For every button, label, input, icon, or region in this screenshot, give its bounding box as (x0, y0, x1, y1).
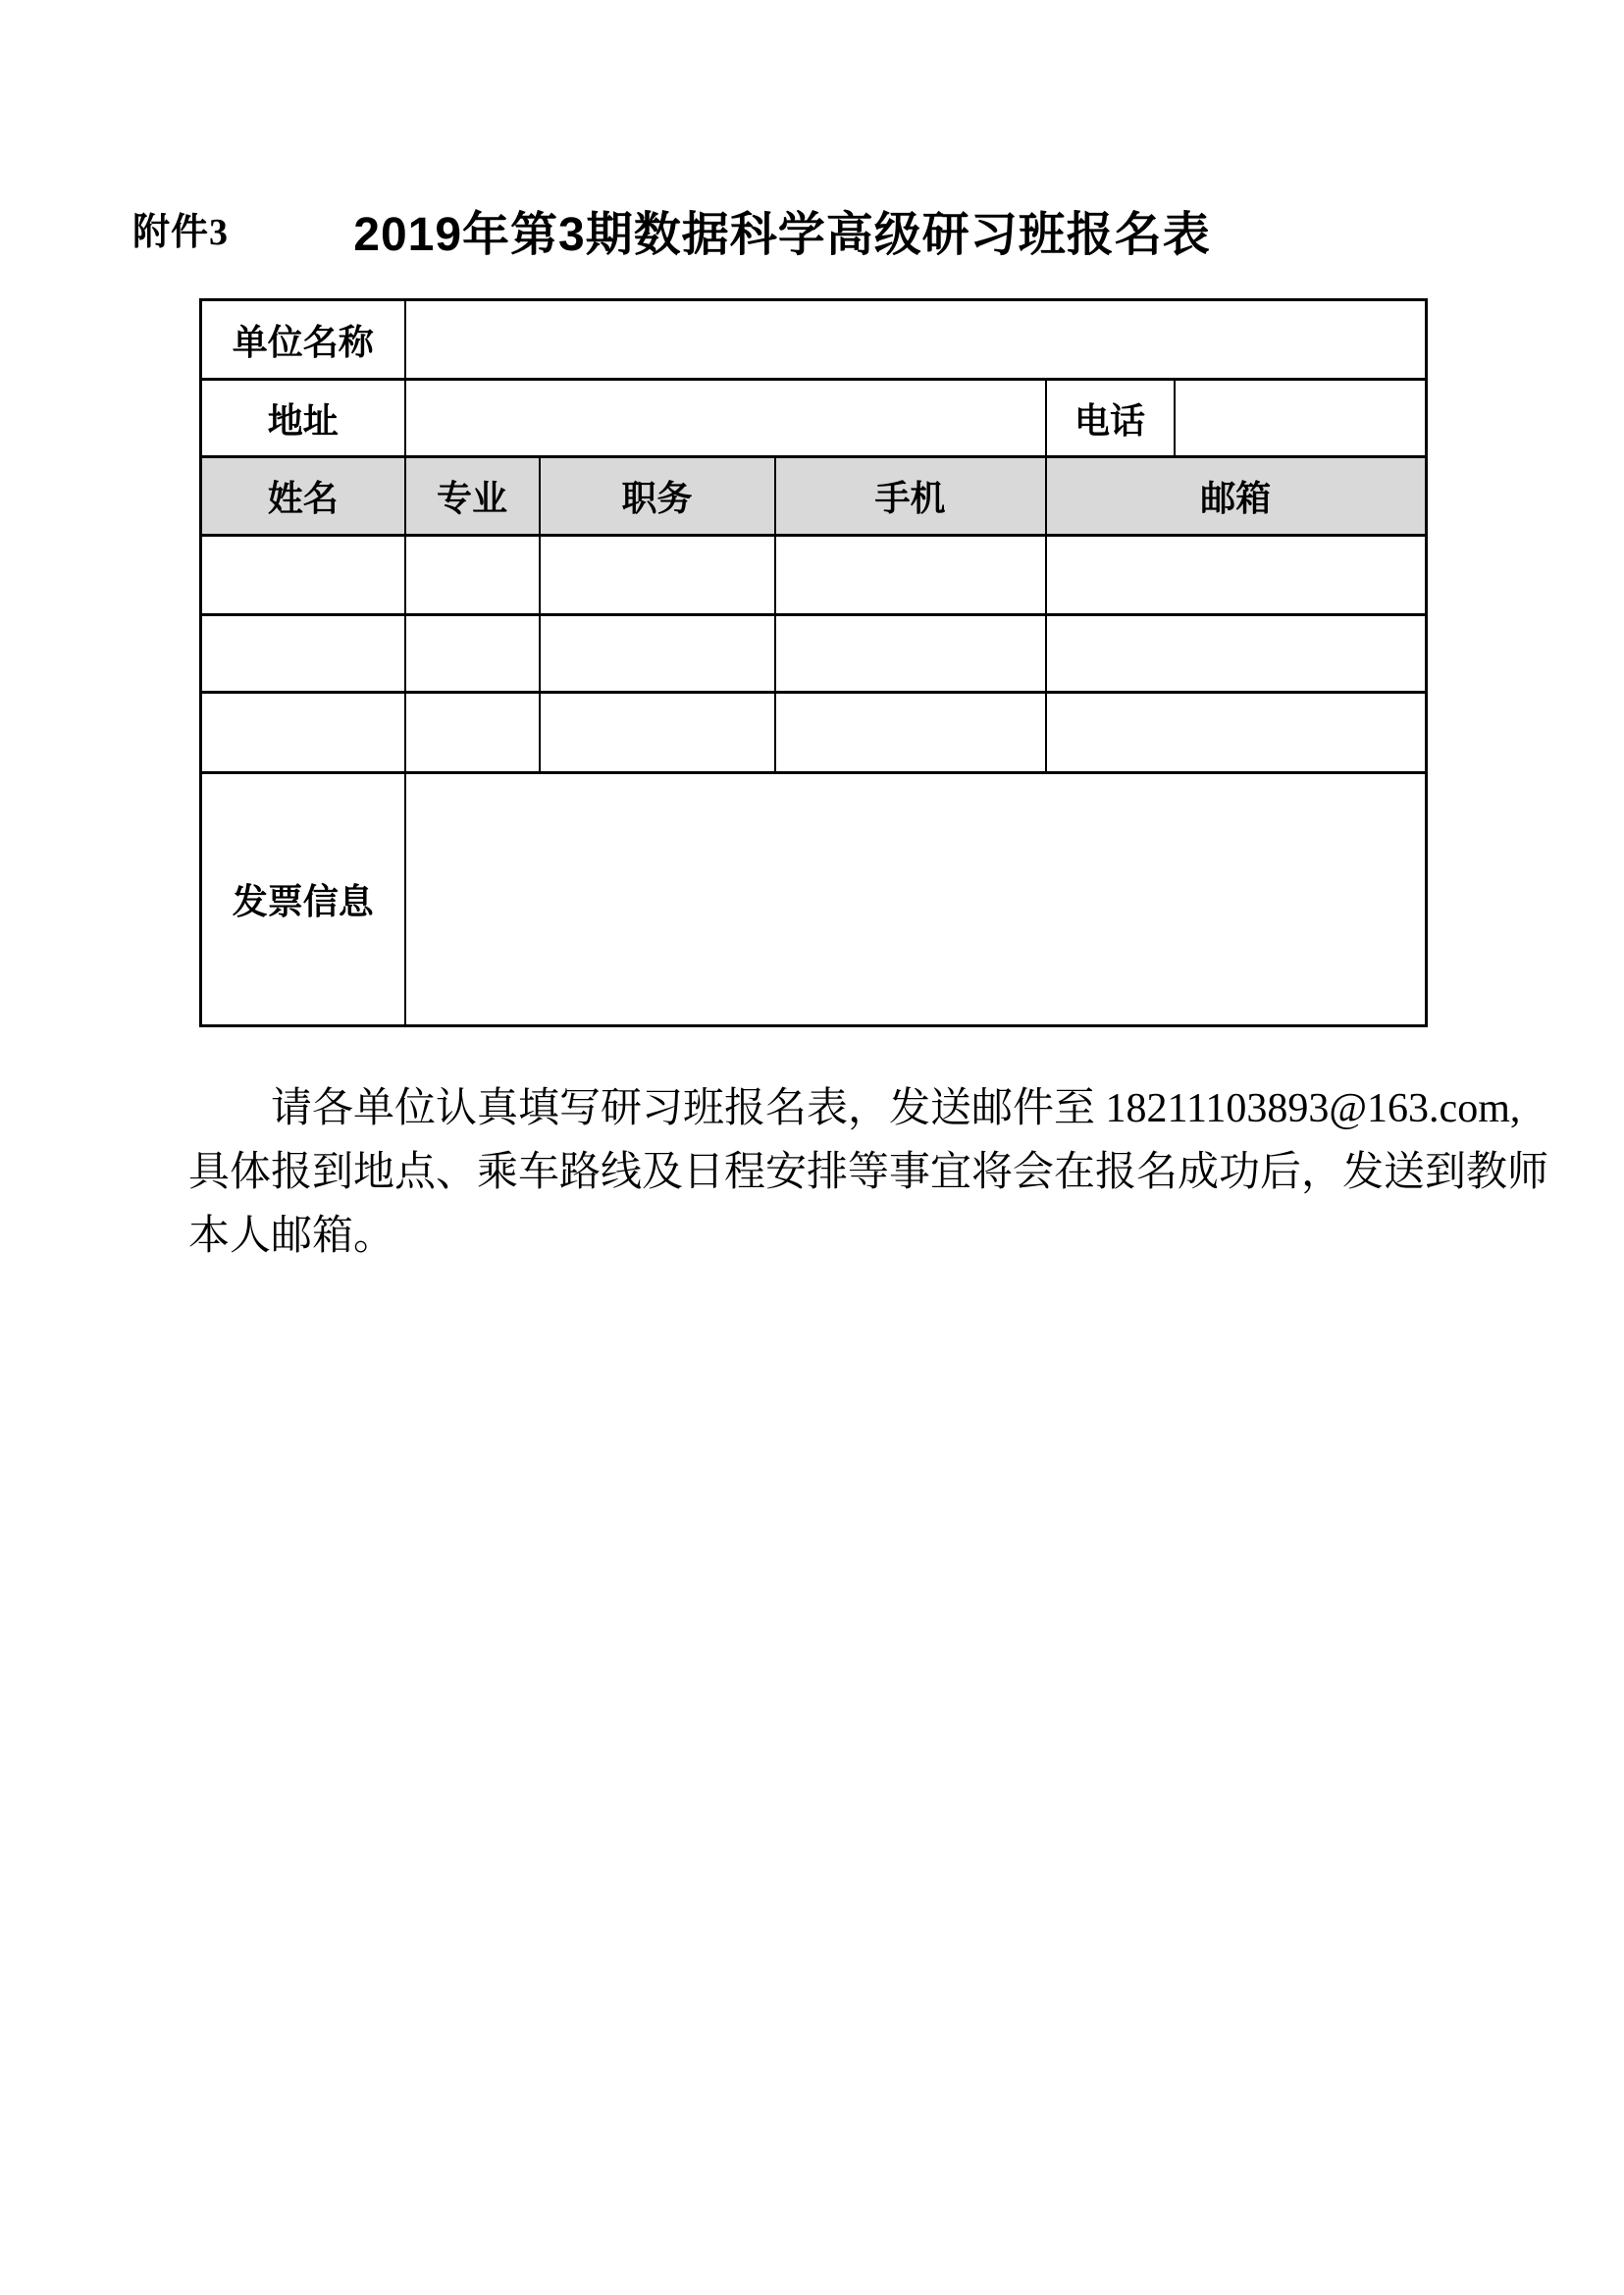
entry-cell-name (201, 536, 405, 615)
note-line: 请各单位认真填写研习班报名表，发送邮件至 18211103893@163.com, (271, 1086, 1521, 1131)
phone-label-cell: 电话 (1046, 380, 1175, 457)
column-header-email: 邮箱 (1046, 457, 1427, 536)
invoice-value-cell (405, 773, 1427, 1026)
column-header-name: 姓名 (201, 457, 405, 536)
column-header-mobile: 手机 (775, 457, 1046, 536)
page-title: 2019年第3期数据科学高级研习班报名表 (353, 209, 1211, 261)
entry-cell-major (405, 536, 540, 615)
column-header-position: 职务 (540, 457, 775, 536)
note-line: 具体报到地点、乘车路线及日程安排等事宜将会在报名成功后，发送到教师 (188, 1150, 1549, 1195)
note-paragraph (188, 1077, 1549, 1269)
address-value-cell (405, 380, 1046, 457)
entry-cell-position (540, 615, 775, 693)
entry-cell-major (405, 693, 540, 773)
column-header-row (201, 457, 1427, 536)
entry-cell-email (1046, 615, 1427, 693)
unit-name-label-cell: 单位名称 (201, 300, 405, 380)
invoice-label-cell: 发票信息 (201, 773, 405, 1026)
attachment-label: 附件3 (132, 212, 230, 253)
phone-value-cell (1175, 380, 1427, 457)
entry-row (201, 693, 1427, 773)
unit-name-value-cell (405, 300, 1427, 380)
entry-cell-position (540, 693, 775, 773)
address-label-cell: 地址 (201, 380, 405, 457)
entry-cell-name (201, 615, 405, 693)
entry-row (201, 615, 1427, 693)
invoice-row (201, 773, 1427, 1026)
entry-cell-position (540, 536, 775, 615)
registration-table (199, 298, 1428, 1027)
entry-cell-mobile (775, 536, 1046, 615)
entry-cell-mobile (775, 615, 1046, 693)
entry-cell-mobile (775, 693, 1046, 773)
entry-cell-email (1046, 693, 1427, 773)
entry-cell-name (201, 693, 405, 773)
entry-row (201, 536, 1427, 615)
unit-name-row (201, 300, 1427, 380)
column-header-major: 专业 (405, 457, 540, 536)
entry-cell-email (1046, 536, 1427, 615)
entry-cell-major (405, 615, 540, 693)
address-row (201, 380, 1427, 457)
note-line: 本人邮箱。 (188, 1214, 395, 1259)
